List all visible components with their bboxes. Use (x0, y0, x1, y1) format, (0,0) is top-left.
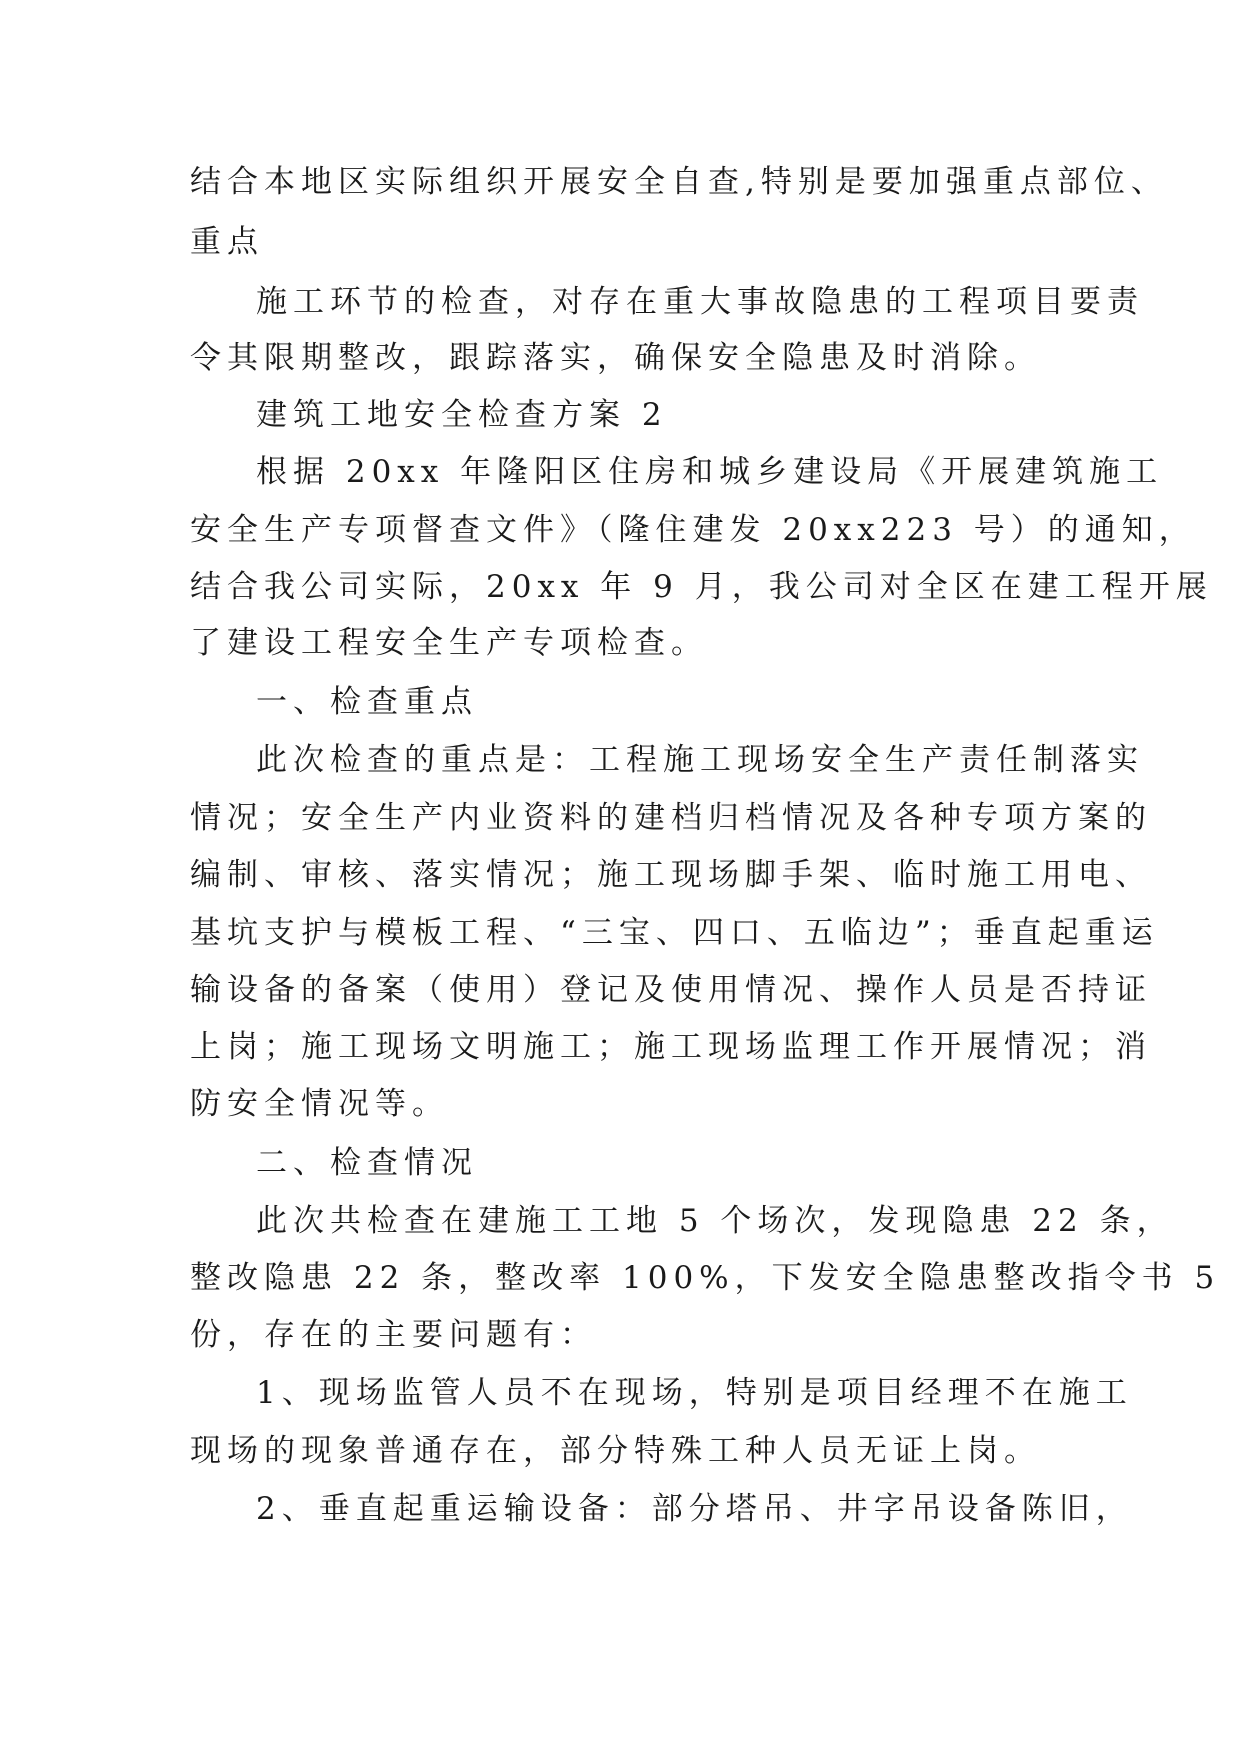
text-line: 结合本地区实际组织开展安全自查,特别是要加强重点部位、 (190, 164, 1168, 200)
text-line: 结合我公司实际，20xx 年 9 月，我公司对全区在建工程开展 (190, 569, 1213, 605)
section-heading: 建筑工地安全检查方案 2 (256, 397, 668, 433)
text-line: 安全生产专项督查文件》（隆住建发 20xx223 号）的通知， (190, 512, 1196, 548)
text-line: 2、垂直起重运输设备：部分塔吊、井字吊设备陈旧， (256, 1491, 1133, 1527)
text-line: 份，存在的主要问题有： (190, 1317, 597, 1353)
text-line: 现场的现象普通存在，部分特殊工种人员无证上岗。 (190, 1433, 1041, 1469)
text-line: 防安全情况等。 (190, 1086, 449, 1122)
text-line: 重点 (190, 224, 264, 260)
text-line: 令其限期整改，跟踪落实，确保安全隐患及时消除。 (190, 340, 1041, 376)
text-line: 1、现场监管人员不在现场，特别是项目经理不在施工 (256, 1375, 1133, 1411)
text-line: 上岗；施工现场文明施工；施工现场监理工作开展情况；消 (190, 1029, 1152, 1065)
text-line: 输设备的备案（使用）登记及使用情况、操作人员是否持证 (190, 972, 1152, 1008)
text-line: 基坑支护与模板工程、“三宝、四口、五临边”；垂直起重运 (190, 915, 1159, 951)
text-line: 了建设工程安全生产专项检查。 (190, 625, 708, 661)
subsection-heading: 一、检查重点 (256, 684, 478, 720)
text-line: 根据 20xx 年隆阳区住房和城乡建设局《开展建筑施工 (256, 454, 1164, 490)
text-line: 此次共检查在建施工工地 5 个场次，发现隐患 22 条， (256, 1203, 1174, 1239)
text-line: 编制、审核、落实情况；施工现场脚手架、临时施工用电、 (190, 857, 1152, 893)
text-line: 情况；安全生产内业资料的建档归档情况及各种专项方案的 (190, 800, 1152, 836)
subsection-heading: 二、检查情况 (256, 1145, 478, 1181)
text-line: 此次检查的重点是：工程施工现场安全生产责任制落实 (256, 742, 1144, 778)
text-line: 施工环节的检查，对存在重大事故隐患的工程项目要责 (256, 284, 1144, 320)
text-line: 整改隐患 22 条，整改率 100%，下发安全隐患整改指令书 5 (190, 1260, 1221, 1296)
